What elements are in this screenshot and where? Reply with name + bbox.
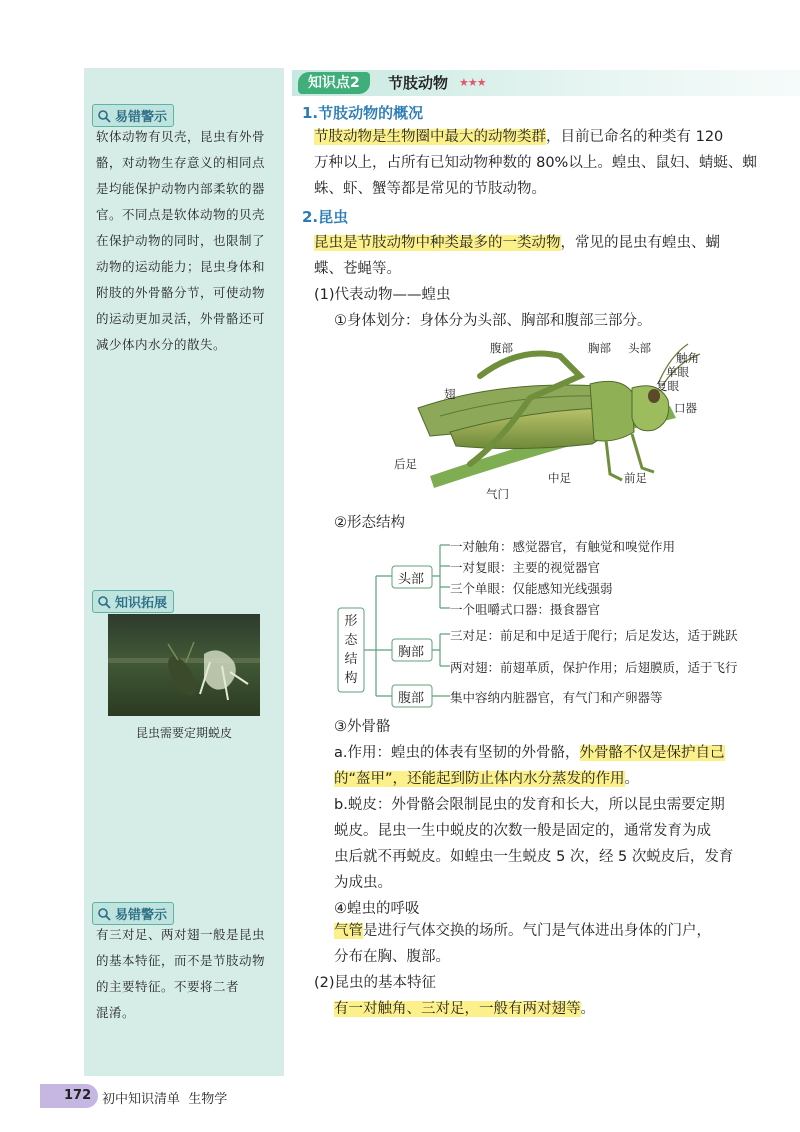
label-fore-leg: 前足 (624, 471, 647, 485)
molting-insect-image (108, 614, 260, 716)
callout-line: 在保护动物的同时，也限制了 (96, 233, 266, 248)
label-ocellus: 单眼 (666, 365, 689, 379)
section-2-title: 2.昆虫 (302, 208, 349, 226)
leaf-ocelli: 三个单眼：仅能感知光线强弱 (450, 581, 613, 596)
subject-name: 生物学 (188, 1092, 228, 1107)
label-mouth: 口器 (674, 401, 697, 415)
label-spiracle: 气门 (486, 487, 509, 501)
label-head: 头部 (628, 341, 651, 355)
knowledge-point-badge: 知识点2 (298, 72, 370, 94)
text-line: 蛛、虾、蟹等都是常见的节肢动物。 (314, 181, 546, 197)
section-2-paragraph (314, 230, 784, 282)
molting-photo (108, 614, 260, 716)
root-char: 构 (344, 671, 358, 686)
text-line (334, 766, 784, 792)
label-antenna: 触角 (676, 351, 699, 365)
features-line (334, 996, 595, 1022)
text: 。 (624, 771, 640, 787)
section-1-paragraph (314, 124, 784, 202)
callout-title-text: 易错警示 (115, 110, 168, 125)
callout-line: 混淆。 (96, 1005, 136, 1020)
text-line: 蝶、苍蝇等。 (314, 261, 401, 277)
callout-line: 附肢的外骨骼分节，可使动物 (96, 285, 266, 300)
text: 。 (580, 1001, 595, 1017)
item-body-division: ①身体划分：身体分为头部、胸部和腹部三部分。 (334, 313, 652, 329)
callout-mistake-1-text (96, 124, 282, 358)
callout-mistake-2-text (96, 922, 282, 1026)
callout-line: 骼，对动物生存意义的相同点 (96, 155, 266, 170)
book-title (102, 1088, 227, 1107)
text-line: 分布在胸、腹部。 (334, 949, 450, 965)
item-morphology: ②形态结构 (334, 515, 405, 531)
subheading-representative: (1)代表动物——蝗虫 (314, 287, 451, 303)
magnifier-icon (97, 595, 111, 609)
text-line: 虫后就不再蜕皮。如蝗虫一生蜕皮 5 次，经 5 次蜕皮后，发育 (334, 849, 734, 865)
section-1-title: 1.节肢动物的概况 (302, 104, 424, 122)
text-line: 蜕皮。昆虫一生中蜕皮的次数一般是固定的，通常发育为成 (334, 823, 711, 839)
leaf-mouthparts: 一个咀嚼式口器：摄食器官 (450, 602, 601, 617)
text-line: 为成虫。 (334, 875, 392, 891)
label-hind-leg: 后足 (394, 457, 417, 471)
exoskeleton-paragraph (334, 740, 784, 896)
callout-line: 的运动更加灵活，外骨骼还可 (96, 311, 266, 326)
root-char: 结 (344, 652, 358, 667)
photo-caption: 昆虫需要定期蜕皮 (135, 726, 232, 740)
knowledge-point-title: 节肢动物 (388, 74, 449, 92)
text-line (314, 124, 784, 150)
item-exoskeleton: ③外骨骼 (334, 719, 391, 735)
text-line (314, 230, 784, 256)
label-mid-leg: 中足 (548, 471, 571, 485)
leaf-abdomen: 集中容纳内脏器官，有气门和产卵器等 (450, 690, 663, 705)
text: ，目前已命名的种类有 120 (546, 129, 724, 145)
leaf-antenna: 一对触角：感觉器官，有触觉和嗅觉作用 (450, 539, 676, 554)
label-wing: 翅 (444, 387, 456, 401)
callout-line: 的主要特征。不要将二者 (96, 979, 240, 994)
leaf-legs: 三对足：前足和中足适于爬行；后足发达，适于跳跃 (450, 628, 738, 643)
text: ，常见的昆虫有蝗虫、蝴 (560, 235, 720, 251)
page-number: 172 (64, 1088, 92, 1103)
highlight: 气管 (334, 923, 363, 939)
text: 是进行气体交换的场所。气门是气体进出身体的门户， (363, 923, 711, 939)
node-head: 头部 (398, 572, 425, 587)
figure-labels (394, 336, 710, 504)
callout-line: 动物的运动能力；昆虫身体和 (96, 259, 266, 274)
callout-line: 减少体内水分的散失。 (96, 337, 227, 352)
difficulty-stars: ★★★ (459, 76, 486, 89)
callout-title-text: 知识拓展 (115, 596, 168, 611)
callout-line: 的基本特征，而不是节肢动物 (96, 953, 266, 968)
magnifier-icon (97, 109, 111, 123)
highlight: 外骨骼不仅是保护自己 (579, 745, 725, 761)
text-line: 万种以上，占所有已知动物种数的 80%以上。蝗虫、鼠妇、蜻蜓、蜘 (314, 155, 757, 171)
subheading-features: (2)昆虫的基本特征 (314, 975, 437, 991)
label-abdomen: 腹部 (490, 341, 513, 355)
highlight: 有一对触角、三对足，一般有两对翅等 (334, 1001, 581, 1017)
morphology-tree (332, 536, 772, 710)
node-thorax: 胸部 (398, 645, 425, 660)
text: a.作用：蝗虫的体表有坚韧的外骨骼， (334, 745, 580, 761)
callout-line: 是均能保护动物内部柔软的器 (96, 181, 266, 196)
leaf-wings: 两对翅：前翅革质，保护作用；后翅膜质，适于飞行 (450, 660, 738, 675)
respiration-paragraph (334, 918, 784, 970)
callout-extension (92, 590, 174, 613)
text-line: b.蜕皮：外骨骼会限制昆虫的发育和长大，所以昆虫需要定期 (334, 797, 725, 813)
highlight: 节肢动物是生物圈中最大的动物类群 (314, 129, 546, 145)
label-compound-eye: 复眼 (656, 379, 679, 393)
item-respiration: ④蝗虫的呼吸 (334, 901, 420, 917)
callout-line: 官。不同点是软体动物的贝壳 (96, 207, 266, 222)
text-line (334, 918, 784, 944)
label-thorax: 胸部 (588, 341, 611, 355)
root-char: 形 (344, 614, 358, 629)
book-name: 初中知识清单 (102, 1092, 181, 1107)
node-abdomen: 腹部 (398, 691, 425, 706)
text-line (334, 740, 784, 766)
tree-root (344, 612, 358, 688)
callout-line: 有三对足、两对翅一般是昆虫 (96, 927, 266, 942)
magnifier-icon (97, 907, 111, 921)
highlight: 昆虫是节肢动物中种类最多的一类动物 (314, 235, 561, 251)
callout-title-text: 易错警示 (115, 908, 168, 923)
root-char: 态 (344, 633, 358, 648)
leaf-compound-eye: 一对复眼：主要的视觉器官 (450, 560, 601, 575)
callout-line: 软体动物有贝壳，昆虫有外骨 (96, 129, 266, 144)
highlight: 的“盔甲”，还能起到防止体内水分蒸发的作用 (334, 771, 625, 787)
